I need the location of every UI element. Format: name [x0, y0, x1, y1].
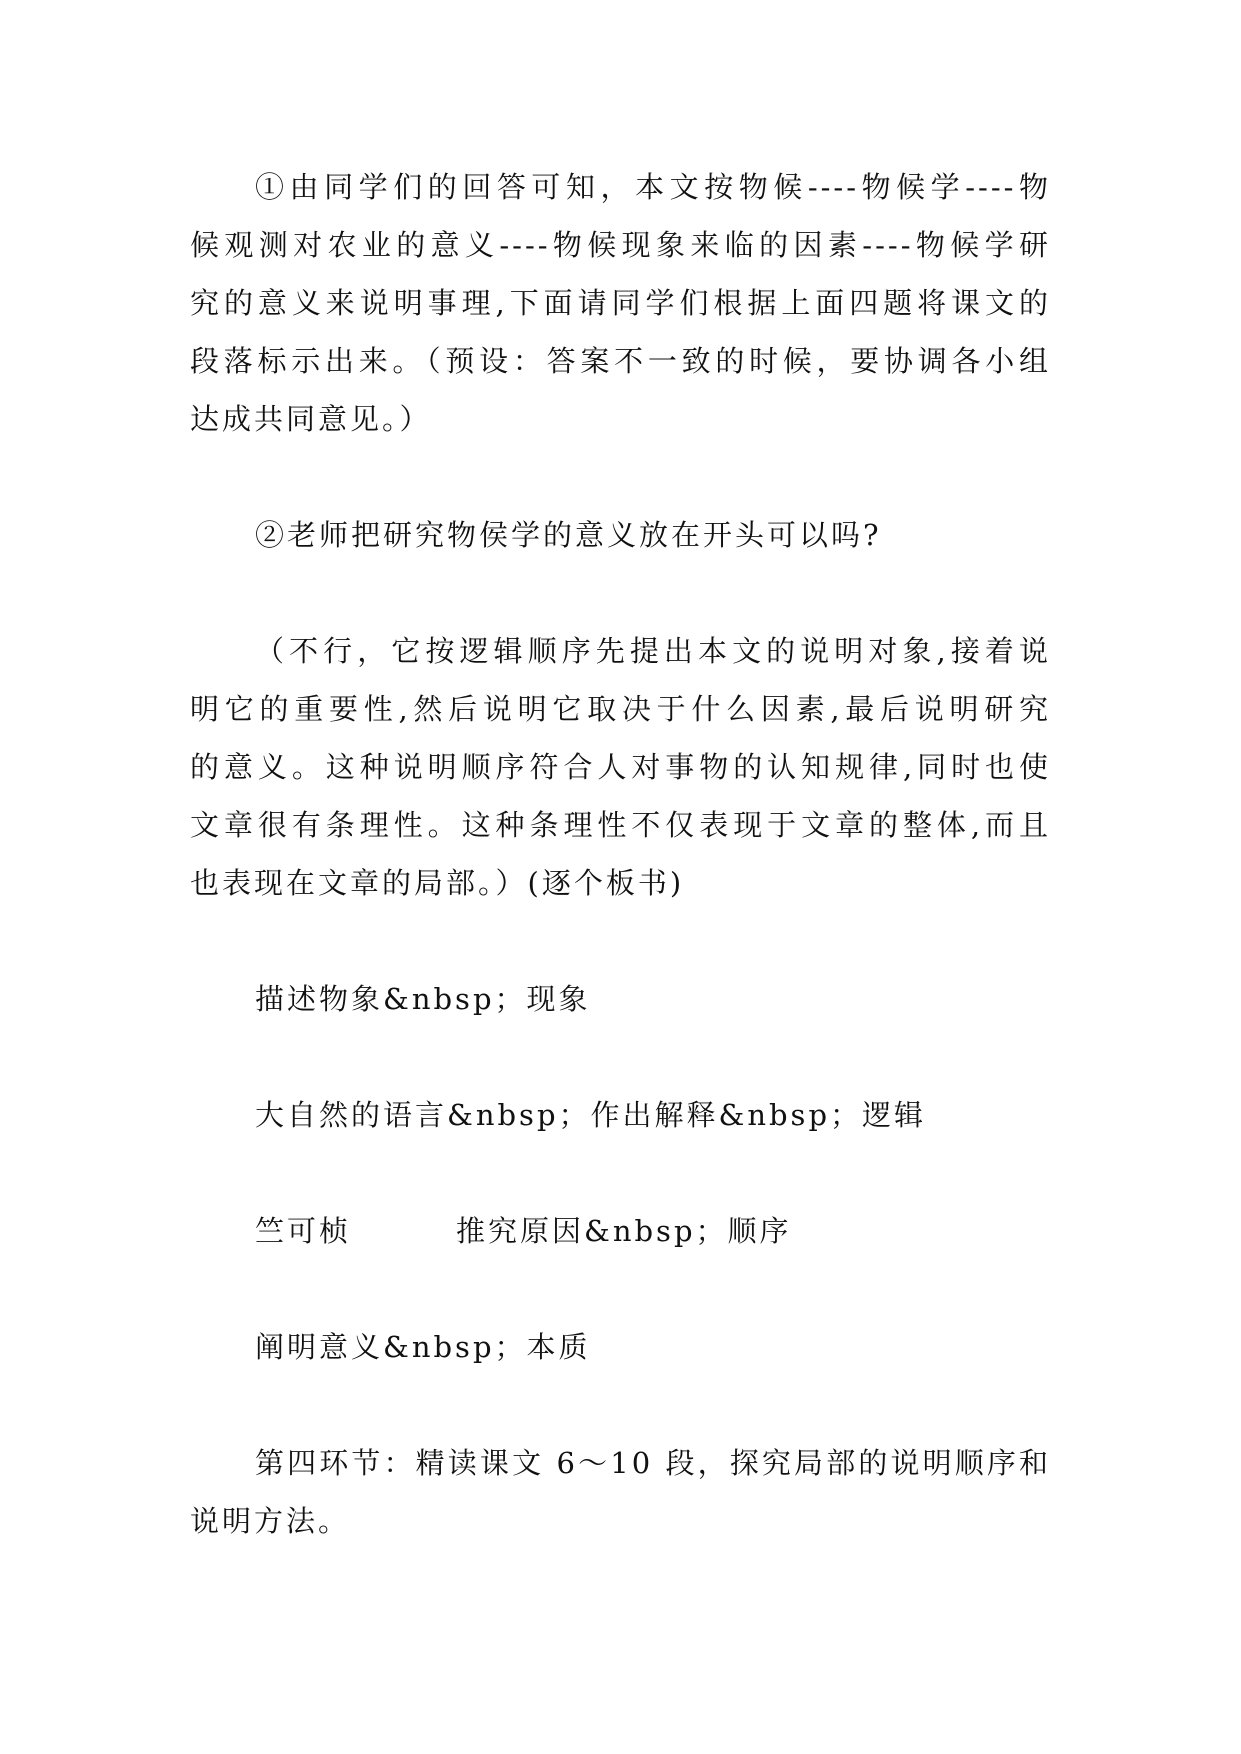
board-line-3 [190, 1202, 1051, 1260]
text-line: ①由同学们的回答可知，本文按物候----物候学----物 [255, 170, 1051, 204]
text-line: 达成共同意见。） [190, 402, 432, 436]
text-line: 候观测对农业的意义----物候现象来临的因素----物候学研 [190, 228, 1051, 262]
text-line: 描述物象&nbsp；现象 [255, 982, 591, 1016]
text-line: 的意义。这种说明顺序符合人对事物的认知规律,同时也使 [190, 750, 1051, 784]
text-line: 明它的重要性,然后说明它取决于什么因素,最后说明研究 [190, 692, 1051, 726]
text-line: （不行，它按逻辑顺序先提出本文的说明对象,接着说 [255, 634, 1051, 668]
board-line-4 [190, 1318, 1051, 1376]
paragraph-4 [190, 1434, 1051, 1550]
text-line: 说明方法。 [190, 1504, 351, 1538]
text-line: 第四环节：精读课文 6～10 段，探究局部的说明顺序和 [255, 1446, 1051, 1480]
board-line-1 [190, 970, 1051, 1028]
text-line: 也表现在文章的局部。）(逐个板书) [190, 866, 685, 900]
text-line: 段落标示出来。（预设：答案不一致的时候，要协调各小组 [190, 344, 1051, 378]
text-line: ②老师把研究物侯学的意义放在开头可以吗? [255, 518, 882, 552]
board-item: 推究原因&nbsp；顺序 [456, 1214, 792, 1248]
text-line [190, 1202, 1051, 1260]
paragraph-1 [190, 158, 1051, 448]
text-line: 究的意义来说明事理,下面请同学们根据上面四题将课文的 [190, 286, 1051, 320]
text-line: 阐明意义&nbsp；本质 [255, 1330, 591, 1364]
text-line: 大自然的语言&nbsp；作出解释&nbsp；逻辑 [255, 1098, 927, 1132]
paragraph-2 [190, 506, 1051, 564]
paragraph-3 [190, 622, 1051, 912]
document-body [190, 158, 1051, 1550]
board-line-2 [190, 1086, 1051, 1144]
text-line: 文章很有条理性。这种条理性不仅表现于文章的整体,而且 [190, 808, 1051, 842]
author-name: 竺可桢 [255, 1214, 352, 1248]
